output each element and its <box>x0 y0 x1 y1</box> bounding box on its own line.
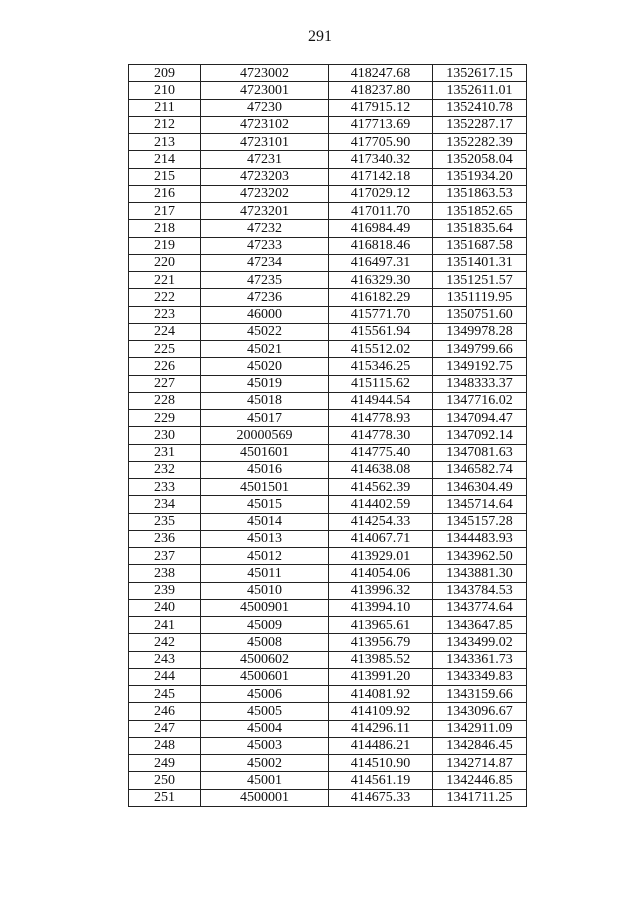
row-index-cell: 229 <box>129 410 201 427</box>
x-coordinate-cell: 413991.20 <box>329 668 433 685</box>
row-index-cell: 222 <box>129 289 201 306</box>
y-coordinate-cell: 1352058.04 <box>433 151 527 168</box>
point-id-cell: 45001 <box>201 772 329 789</box>
table-row <box>129 272 527 289</box>
table-row <box>129 479 527 496</box>
x-coordinate-cell: 413994.10 <box>329 599 433 616</box>
point-id-cell: 45009 <box>201 617 329 634</box>
row-index-cell: 233 <box>129 479 201 496</box>
y-coordinate-cell: 1352617.15 <box>433 65 527 82</box>
x-coordinate-cell: 413985.52 <box>329 651 433 668</box>
row-index-cell: 249 <box>129 755 201 772</box>
x-coordinate-cell: 414944.54 <box>329 392 433 409</box>
point-id-cell: 47236 <box>201 289 329 306</box>
table-row <box>129 185 527 202</box>
x-coordinate-cell: 414402.59 <box>329 496 433 513</box>
row-index-cell: 234 <box>129 496 201 513</box>
row-index-cell: 224 <box>129 323 201 340</box>
x-coordinate-cell: 415771.70 <box>329 306 433 323</box>
x-coordinate-cell: 417340.32 <box>329 151 433 168</box>
point-id-cell: 4723202 <box>201 185 329 202</box>
row-index-cell: 218 <box>129 220 201 237</box>
table-row <box>129 65 527 82</box>
row-index-cell: 227 <box>129 375 201 392</box>
y-coordinate-cell: 1349192.75 <box>433 358 527 375</box>
row-index-cell: 221 <box>129 272 201 289</box>
row-index-cell: 236 <box>129 530 201 547</box>
point-id-cell: 47234 <box>201 254 329 271</box>
y-coordinate-cell: 1349799.66 <box>433 341 527 358</box>
point-id-cell: 45016 <box>201 461 329 478</box>
row-index-cell: 243 <box>129 651 201 668</box>
row-index-cell: 242 <box>129 634 201 651</box>
table-row <box>129 237 527 254</box>
x-coordinate-cell: 417011.70 <box>329 203 433 220</box>
table-row <box>129 254 527 271</box>
table-row <box>129 358 527 375</box>
row-index-cell: 238 <box>129 565 201 582</box>
row-index-cell: 250 <box>129 772 201 789</box>
y-coordinate-cell: 1351852.65 <box>433 203 527 220</box>
table-row <box>129 599 527 616</box>
row-index-cell: 216 <box>129 185 201 202</box>
point-id-cell: 46000 <box>201 306 329 323</box>
y-coordinate-cell: 1343349.83 <box>433 668 527 685</box>
y-coordinate-cell: 1347716.02 <box>433 392 527 409</box>
row-index-cell: 211 <box>129 99 201 116</box>
table-row <box>129 737 527 754</box>
x-coordinate-cell: 413929.01 <box>329 548 433 565</box>
x-coordinate-cell: 414296.11 <box>329 720 433 737</box>
point-id-cell: 45015 <box>201 496 329 513</box>
point-id-cell: 4723201 <box>201 203 329 220</box>
x-coordinate-cell: 414486.21 <box>329 737 433 754</box>
y-coordinate-cell: 1343159.66 <box>433 686 527 703</box>
x-coordinate-cell: 413996.32 <box>329 582 433 599</box>
point-id-cell: 4500001 <box>201 789 329 806</box>
row-index-cell: 251 <box>129 789 201 806</box>
x-coordinate-cell: 413965.61 <box>329 617 433 634</box>
x-coordinate-cell: 414775.40 <box>329 444 433 461</box>
point-id-cell: 20000569 <box>201 427 329 444</box>
x-coordinate-cell: 414561.19 <box>329 772 433 789</box>
coordinates-table-body <box>129 65 527 807</box>
y-coordinate-cell: 1351863.53 <box>433 185 527 202</box>
point-id-cell: 47233 <box>201 237 329 254</box>
y-coordinate-cell: 1343881.30 <box>433 565 527 582</box>
y-coordinate-cell: 1347092.14 <box>433 427 527 444</box>
x-coordinate-cell: 417915.12 <box>329 99 433 116</box>
point-id-cell: 4500602 <box>201 651 329 668</box>
table-row <box>129 686 527 703</box>
point-id-cell: 4501501 <box>201 479 329 496</box>
table-row <box>129 392 527 409</box>
table-row <box>129 99 527 116</box>
x-coordinate-cell: 414778.93 <box>329 410 433 427</box>
point-id-cell: 4723002 <box>201 65 329 82</box>
x-coordinate-cell: 415512.02 <box>329 341 433 358</box>
table-row <box>129 220 527 237</box>
point-id-cell: 45017 <box>201 410 329 427</box>
y-coordinate-cell: 1341711.25 <box>433 789 527 806</box>
table-row <box>129 289 527 306</box>
y-coordinate-cell: 1342446.85 <box>433 772 527 789</box>
point-id-cell: 4500601 <box>201 668 329 685</box>
x-coordinate-cell: 414638.08 <box>329 461 433 478</box>
point-id-cell: 45002 <box>201 755 329 772</box>
table-row <box>129 530 527 547</box>
x-coordinate-cell: 416984.49 <box>329 220 433 237</box>
point-id-cell: 4501601 <box>201 444 329 461</box>
point-id-cell: 45020 <box>201 358 329 375</box>
row-index-cell: 210 <box>129 82 201 99</box>
row-index-cell: 230 <box>129 427 201 444</box>
point-id-cell: 45012 <box>201 548 329 565</box>
x-coordinate-cell: 414109.92 <box>329 703 433 720</box>
x-coordinate-cell: 414510.90 <box>329 755 433 772</box>
table-row <box>129 582 527 599</box>
x-coordinate-cell: 415561.94 <box>329 323 433 340</box>
point-id-cell: 45008 <box>201 634 329 651</box>
y-coordinate-cell: 1351835.64 <box>433 220 527 237</box>
table-row <box>129 323 527 340</box>
x-coordinate-cell: 416818.46 <box>329 237 433 254</box>
x-coordinate-cell: 414675.33 <box>329 789 433 806</box>
point-id-cell: 45005 <box>201 703 329 720</box>
row-index-cell: 244 <box>129 668 201 685</box>
row-index-cell: 228 <box>129 392 201 409</box>
table-row <box>129 496 527 513</box>
point-id-cell: 45003 <box>201 737 329 754</box>
x-coordinate-cell: 414054.06 <box>329 565 433 582</box>
row-index-cell: 223 <box>129 306 201 323</box>
y-coordinate-cell: 1351119.95 <box>433 289 527 306</box>
x-coordinate-cell: 415115.62 <box>329 375 433 392</box>
row-index-cell: 226 <box>129 358 201 375</box>
row-index-cell: 225 <box>129 341 201 358</box>
y-coordinate-cell: 1348333.37 <box>433 375 527 392</box>
y-coordinate-cell: 1351687.58 <box>433 237 527 254</box>
table-row <box>129 668 527 685</box>
row-index-cell: 240 <box>129 599 201 616</box>
table-row <box>129 444 527 461</box>
row-index-cell: 248 <box>129 737 201 754</box>
table-row <box>129 427 527 444</box>
y-coordinate-cell: 1343774.64 <box>433 599 527 616</box>
y-coordinate-cell: 1352410.78 <box>433 99 527 116</box>
point-id-cell: 47232 <box>201 220 329 237</box>
row-index-cell: 245 <box>129 686 201 703</box>
point-id-cell: 45019 <box>201 375 329 392</box>
row-index-cell: 232 <box>129 461 201 478</box>
row-index-cell: 235 <box>129 513 201 530</box>
point-id-cell: 45011 <box>201 565 329 582</box>
table-row <box>129 634 527 651</box>
y-coordinate-cell: 1343647.85 <box>433 617 527 634</box>
table-row <box>129 548 527 565</box>
point-id-cell: 45014 <box>201 513 329 530</box>
x-coordinate-cell: 416497.31 <box>329 254 433 271</box>
table-row <box>129 341 527 358</box>
y-coordinate-cell: 1351251.57 <box>433 272 527 289</box>
x-coordinate-cell: 417713.69 <box>329 116 433 133</box>
row-index-cell: 241 <box>129 617 201 634</box>
point-id-cell: 45013 <box>201 530 329 547</box>
row-index-cell: 212 <box>129 116 201 133</box>
point-id-cell: 45004 <box>201 720 329 737</box>
x-coordinate-cell: 416182.29 <box>329 289 433 306</box>
y-coordinate-cell: 1345157.28 <box>433 513 527 530</box>
x-coordinate-cell: 418237.80 <box>329 82 433 99</box>
x-coordinate-cell: 414081.92 <box>329 686 433 703</box>
table-row <box>129 461 527 478</box>
y-coordinate-cell: 1347081.63 <box>433 444 527 461</box>
x-coordinate-cell: 415346.25 <box>329 358 433 375</box>
x-coordinate-cell: 414562.39 <box>329 479 433 496</box>
table-row <box>129 703 527 720</box>
point-id-cell: 47235 <box>201 272 329 289</box>
point-id-cell: 4723203 <box>201 168 329 185</box>
y-coordinate-cell: 1342714.87 <box>433 755 527 772</box>
table-row <box>129 168 527 185</box>
point-id-cell: 45018 <box>201 392 329 409</box>
point-id-cell: 47231 <box>201 151 329 168</box>
point-id-cell: 4500901 <box>201 599 329 616</box>
y-coordinate-cell: 1351401.31 <box>433 254 527 271</box>
x-coordinate-cell: 416329.30 <box>329 272 433 289</box>
table-row <box>129 410 527 427</box>
y-coordinate-cell: 1342846.45 <box>433 737 527 754</box>
y-coordinate-cell: 1343361.73 <box>433 651 527 668</box>
table-row <box>129 513 527 530</box>
table-row <box>129 651 527 668</box>
coordinates-table <box>128 64 527 807</box>
y-coordinate-cell: 1352287.17 <box>433 116 527 133</box>
table-row <box>129 116 527 133</box>
row-index-cell: 219 <box>129 237 201 254</box>
row-index-cell: 237 <box>129 548 201 565</box>
y-coordinate-cell: 1351934.20 <box>433 168 527 185</box>
table-row <box>129 203 527 220</box>
table-row <box>129 772 527 789</box>
y-coordinate-cell: 1342911.09 <box>433 720 527 737</box>
table-row <box>129 617 527 634</box>
table-row <box>129 306 527 323</box>
table-row <box>129 375 527 392</box>
x-coordinate-cell: 417029.12 <box>329 185 433 202</box>
y-coordinate-cell: 1350751.60 <box>433 306 527 323</box>
y-coordinate-cell: 1343962.50 <box>433 548 527 565</box>
point-id-cell: 45021 <box>201 341 329 358</box>
page-number: 291 <box>308 28 332 45</box>
table-row <box>129 789 527 806</box>
row-index-cell: 247 <box>129 720 201 737</box>
table-row <box>129 82 527 99</box>
row-index-cell: 217 <box>129 203 201 220</box>
point-id-cell: 45006 <box>201 686 329 703</box>
y-coordinate-cell: 1346582.74 <box>433 461 527 478</box>
row-index-cell: 209 <box>129 65 201 82</box>
table-row <box>129 151 527 168</box>
row-index-cell: 220 <box>129 254 201 271</box>
x-coordinate-cell: 413956.79 <box>329 634 433 651</box>
y-coordinate-cell: 1343499.02 <box>433 634 527 651</box>
point-id-cell: 45022 <box>201 323 329 340</box>
y-coordinate-cell: 1344483.93 <box>433 530 527 547</box>
point-id-cell: 4723102 <box>201 116 329 133</box>
y-coordinate-cell: 1346304.49 <box>433 479 527 496</box>
y-coordinate-cell: 1345714.64 <box>433 496 527 513</box>
row-index-cell: 231 <box>129 444 201 461</box>
table-row <box>129 134 527 151</box>
point-id-cell: 4723101 <box>201 134 329 151</box>
row-index-cell: 239 <box>129 582 201 599</box>
y-coordinate-cell: 1343096.67 <box>433 703 527 720</box>
row-index-cell: 213 <box>129 134 201 151</box>
point-id-cell: 45010 <box>201 582 329 599</box>
table-row <box>129 565 527 582</box>
row-index-cell: 214 <box>129 151 201 168</box>
x-coordinate-cell: 417142.18 <box>329 168 433 185</box>
y-coordinate-cell: 1352282.39 <box>433 134 527 151</box>
row-index-cell: 215 <box>129 168 201 185</box>
x-coordinate-cell: 414067.71 <box>329 530 433 547</box>
x-coordinate-cell: 414254.33 <box>329 513 433 530</box>
row-index-cell: 246 <box>129 703 201 720</box>
y-coordinate-cell: 1352611.01 <box>433 82 527 99</box>
point-id-cell: 4723001 <box>201 82 329 99</box>
x-coordinate-cell: 417705.90 <box>329 134 433 151</box>
x-coordinate-cell: 414778.30 <box>329 427 433 444</box>
x-coordinate-cell: 418247.68 <box>329 65 433 82</box>
y-coordinate-cell: 1349978.28 <box>433 323 527 340</box>
table-row <box>129 755 527 772</box>
point-id-cell: 47230 <box>201 99 329 116</box>
y-coordinate-cell: 1343784.53 <box>433 582 527 599</box>
y-coordinate-cell: 1347094.47 <box>433 410 527 427</box>
table-row <box>129 720 527 737</box>
